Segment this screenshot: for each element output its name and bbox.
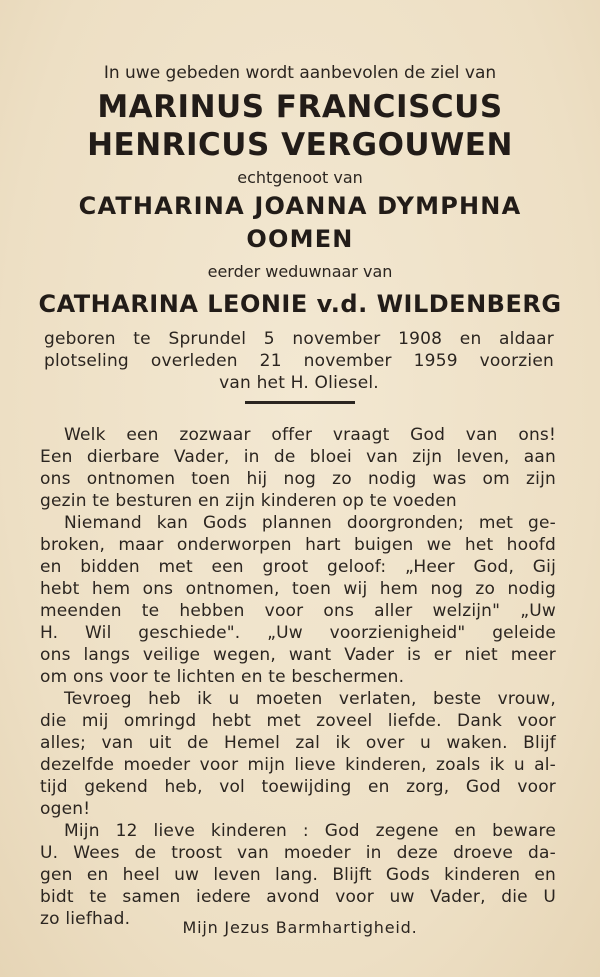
body-line: broken, maar onderworpen hart buigen we het hoofd <box>40 535 556 555</box>
body-line: ogen! <box>40 799 91 819</box>
sacrament-line: van het H. Oliesel. <box>219 373 379 393</box>
body-line: meenden te hebben voor ons aller welzijn" „Uw <box>40 601 556 621</box>
body-line: Mijn 12 lieve kinderen : God zegene en beware <box>64 821 556 841</box>
body-line: ons ontnomen toen hij nog zo nodig was om zijn <box>40 469 556 489</box>
body-line: ons langs veilige wegen, want Vader is er niet meer <box>40 645 556 665</box>
death-line: plotseling overleden 21 november 1959 voorzien <box>44 351 554 371</box>
body-line: alles; van uit de Hemel zal ik over u waken. Blijf <box>40 733 556 753</box>
body-line: H. Wil geschiede". „Uw voorzienigheid" geleide <box>40 623 556 643</box>
former-spouse-name: CATHARINA LEONIE v.d. WILDENBERG <box>38 290 562 318</box>
body-line: die mij omringd hebt met zoveel liefde. Dank voor <box>40 711 556 731</box>
body-line: dezelfde moeder voor mijn lieve kinderen, zoals ik u al- <box>40 755 556 775</box>
spouse-name-line-2: OOMEN <box>246 225 354 253</box>
body-line: Niemand kan Gods plannen doorgronden; met ge- <box>64 513 556 533</box>
card-header <box>0 62 600 404</box>
birth-line: geboren te Sprundel 5 november 1908 en aldaar <box>44 329 554 349</box>
spouse-name-line-1: CATHARINA JOANNA DYMPHNA <box>78 192 522 220</box>
closing-prayer: Mijn Jezus Barmhartigheid. <box>182 918 418 937</box>
divider-rule <box>245 401 355 404</box>
body-line: U. Wees de troost van moeder in deze droeve da- <box>40 843 556 863</box>
body-line: gezin te besturen en zijn kinderen op te voeden <box>40 491 457 511</box>
body-line: gen en heel uw leven lang. Blijft Gods kinderen en <box>40 865 556 885</box>
deceased-name-line-1: MARINUS FRANCISCUS <box>97 89 503 125</box>
body-line: tijd gekend heb, vol toewijding en zorg, God voor <box>40 777 556 797</box>
intro-text: In uwe gebeden wordt aanbevolen de ziel van <box>103 63 497 83</box>
body-line: Tevroeg heb ik u moeten verlaten, beste vrouw, <box>64 689 556 709</box>
body-line: zo liefhad. <box>40 909 131 929</box>
body-line: hebt hem ons ontnomen, toen wij hem nog zo nodig <box>40 579 556 599</box>
spouse-intro: echtgenoot van <box>237 168 363 187</box>
body-line: bidt te samen iedere avond voor uw Vader, die U <box>40 887 556 907</box>
body-line: om ons voor te lichten en te beschermen. <box>40 667 405 687</box>
birth-death-details <box>0 329 600 393</box>
card-body-text <box>40 424 556 930</box>
former-spouse-intro: eerder weduwnaar van <box>207 262 393 281</box>
deceased-name-line-2: HENRICUS VERGOUWEN <box>87 127 513 163</box>
body-line: en bidden met een groot geloof: „Heer God, Gij <box>40 557 556 577</box>
body-line: Een dierbare Vader, in de bloei van zijn leven, aan <box>40 447 556 467</box>
body-line: Welk een zozwaar offer vraagt God van ons! <box>64 425 556 445</box>
